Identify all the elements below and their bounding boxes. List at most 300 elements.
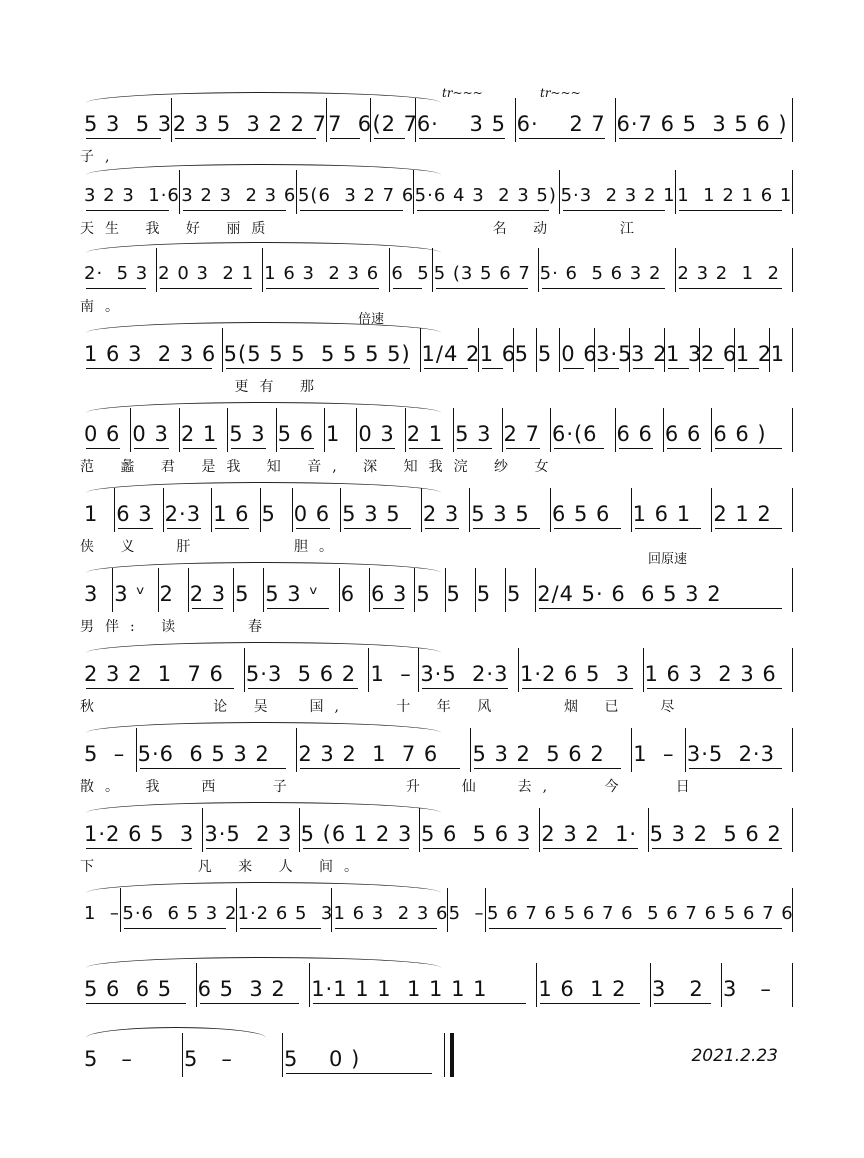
measure: 1 6 3 2 3 6 <box>264 263 380 284</box>
bar-line <box>792 248 793 292</box>
bar-line <box>792 488 793 532</box>
bar-line <box>470 728 471 772</box>
beam-line <box>374 138 404 139</box>
beam-line <box>647 688 782 689</box>
slur-arc <box>86 1027 266 1038</box>
bar-line <box>518 648 519 692</box>
bar-line <box>650 963 651 1007</box>
measure: 1 2 <box>735 342 773 366</box>
bar-line <box>299 808 300 852</box>
beam-line <box>86 288 146 289</box>
measure: 5 (3 5 6 7 <box>433 263 531 284</box>
bar-line <box>594 328 595 372</box>
score-date: 2021.2.23 <box>691 1046 778 1066</box>
tempo-mark: 倍速 <box>358 312 385 327</box>
slur-arc <box>86 242 441 253</box>
beam-line <box>679 288 782 289</box>
lyrics-line: 侠 义 肝 胆。 <box>80 539 345 555</box>
bar-line <box>550 408 551 452</box>
beam-line <box>335 928 436 929</box>
measure: 2 3 2 1 7 6 <box>84 662 224 686</box>
measure: 1 6 1 <box>632 502 692 526</box>
beam-line <box>266 288 379 289</box>
beam-line <box>240 928 322 929</box>
beam-line <box>474 768 621 769</box>
measure: 5·3 2 3 2 1 <box>560 185 676 206</box>
measure: 5 <box>261 502 276 526</box>
measure: 5 – <box>84 1047 133 1071</box>
bar-line <box>420 328 421 372</box>
lyrics-line: 秋 论 吴 国, 十 年 风 烟 已 尽 <box>80 699 686 715</box>
measure: 2 7 <box>503 422 540 446</box>
measure: 5 <box>416 582 431 606</box>
measure: 6· 2 7 <box>516 112 606 136</box>
beam-line <box>231 448 265 449</box>
bar-line <box>675 248 676 292</box>
measure: 2 1 <box>180 422 218 446</box>
bar-line <box>233 568 234 612</box>
measure: 6 <box>340 582 356 606</box>
bar-line <box>171 98 172 142</box>
notes-staff <box>0 494 864 534</box>
bar-line <box>419 808 420 852</box>
measure: 3 2 3 1·6 <box>84 185 180 206</box>
beam-line <box>206 848 288 849</box>
bar-line <box>792 568 793 612</box>
bar-line <box>136 728 137 772</box>
beam-line <box>409 448 443 449</box>
bar-line <box>432 248 433 292</box>
measure: 2· 5 3 <box>84 263 149 284</box>
bar-line <box>792 808 793 852</box>
beam-line <box>436 288 528 289</box>
notes-staff <box>0 654 864 694</box>
measure: 3·5 2·3 <box>420 662 509 686</box>
beam-line <box>226 368 410 369</box>
measure: 0 6 <box>84 422 121 446</box>
bar-line <box>478 328 479 372</box>
beam-line <box>540 1003 640 1004</box>
measure: 5 3 <box>229 422 266 446</box>
bar-line <box>112 568 113 612</box>
slur-arc <box>86 164 441 175</box>
bar-line <box>469 488 470 532</box>
beam-line <box>86 848 192 849</box>
beam-line <box>424 368 468 369</box>
measure: 1 6 3 2 3 6 <box>644 662 777 686</box>
measure: 5·3 5 6 2 <box>245 662 357 686</box>
bar-line <box>340 488 341 532</box>
measure: 5·6 6 5 3 2 <box>137 742 270 766</box>
slur-arc <box>86 722 441 733</box>
beam-line <box>300 210 403 211</box>
lyrics-line: 下 凡 来 人 间。 <box>80 859 370 875</box>
beam-line <box>457 448 491 449</box>
beam-line <box>134 448 168 449</box>
measure: 6 5 6 <box>551 502 611 526</box>
beam-line <box>183 448 217 449</box>
measure: 2 3 <box>189 582 227 606</box>
bar-line <box>163 488 164 532</box>
measure: 2 0 3 2 1 <box>158 263 255 284</box>
beam-line <box>539 608 782 609</box>
measure: 2 1 <box>406 422 444 446</box>
slur-arc <box>86 802 441 813</box>
beam-line <box>619 138 783 139</box>
bar-line <box>236 888 237 932</box>
bar-line <box>282 1033 283 1077</box>
measure: 2 3 2 1 7 6 <box>298 742 439 766</box>
beam-line <box>635 528 702 529</box>
bar-line <box>196 963 197 1007</box>
measure: 6 6 ) <box>713 422 767 446</box>
measure: (2 7 <box>372 112 419 136</box>
measure: 5 0 ) <box>284 1047 361 1071</box>
bar-line <box>276 408 277 452</box>
measure: 5(5 5 5 5 5 5 5) <box>223 342 411 366</box>
bar-line <box>414 568 415 612</box>
lyrics-line: 天生 我 好 丽质 名 动 江 <box>80 221 645 237</box>
beam-line <box>248 688 359 689</box>
beam-line <box>175 138 316 139</box>
notes-staff <box>0 334 864 374</box>
measure: 2 3 2 1· <box>541 822 638 846</box>
final-bar-thick <box>450 1033 454 1077</box>
slur-arc <box>86 402 441 413</box>
bar-line <box>648 808 649 852</box>
bar-line <box>179 170 180 214</box>
measure: 1·2 6 5 3 <box>237 903 334 924</box>
bar-line <box>734 328 735 372</box>
bar-line <box>535 568 536 612</box>
bar-line <box>453 408 454 452</box>
measure: 6· 3 5 <box>416 112 506 136</box>
bar-line <box>792 98 793 142</box>
measure: 5 – <box>184 1047 233 1071</box>
beam-line <box>86 368 212 369</box>
bar-line <box>792 963 793 1007</box>
measure: 7 6 <box>328 112 373 136</box>
measure: 1 1 2 1 6 1 <box>677 185 793 206</box>
bar-line <box>721 963 722 1007</box>
measure: 5·6 6 5 3 2 <box>122 903 238 924</box>
measure: 1·2 6 5 3 <box>84 822 195 846</box>
bar-line <box>227 408 228 452</box>
measure: 5 6 <box>277 422 315 446</box>
bar-line <box>485 888 486 932</box>
measure: 5 3 5 <box>471 502 530 526</box>
lyrics-line: 更有 那 <box>80 379 325 395</box>
bar-line <box>296 728 297 772</box>
measure: 5 3 2 5 6 2 <box>472 742 605 766</box>
bar-line <box>130 408 131 452</box>
measure: 6·(6 <box>551 422 598 446</box>
beam-line <box>654 1003 711 1004</box>
bar-line <box>222 328 223 372</box>
bar-line <box>202 808 203 852</box>
bar-line <box>447 888 448 932</box>
beam-line <box>313 1003 526 1004</box>
beam-line <box>118 528 152 529</box>
measure: 1 – <box>633 742 675 766</box>
notes-staff <box>0 176 864 216</box>
beam-line <box>522 688 633 689</box>
beam-line <box>554 448 605 449</box>
measure: 3·5 2·3 <box>686 742 775 766</box>
bar-line <box>615 408 616 452</box>
measure: 6 6 <box>616 422 653 446</box>
bar-line <box>244 648 245 692</box>
bar-line <box>158 568 159 612</box>
measure: 5 6 6 5 <box>84 977 173 1001</box>
beam-line <box>280 448 314 449</box>
beam-line <box>124 928 225 929</box>
measure: 6 5 3 2 <box>197 977 286 1001</box>
measure: 2 <box>159 582 174 606</box>
notes-staff <box>0 814 864 854</box>
bar-line <box>331 888 332 932</box>
bar-line <box>292 488 293 532</box>
measure: 1 <box>770 342 786 366</box>
bar-line <box>389 248 390 292</box>
lyrics-line: 范 蠡 君 是我 知 音, 深 知我浣 纱 女 <box>80 459 560 475</box>
measure: 5 3 5 <box>342 502 401 526</box>
measure: 1 6 1 2 <box>538 977 627 1001</box>
measure: 3·5 2 3 <box>204 822 293 846</box>
measure: 1 <box>326 422 341 446</box>
measure: 3 2 3 2 3 6 <box>181 185 297 206</box>
beam-line <box>373 608 404 609</box>
beam-line <box>360 448 394 449</box>
bar-line <box>615 98 616 142</box>
beam-line <box>167 528 201 529</box>
bar-line <box>211 488 212 532</box>
measure: 0 6 <box>561 342 598 366</box>
bar-line <box>413 170 414 214</box>
measure: 5 <box>506 582 522 606</box>
bar-line <box>792 648 793 692</box>
beam-line <box>482 368 503 369</box>
bar-line <box>368 648 369 692</box>
measure: 1 6 3 2 3 6 <box>84 342 217 366</box>
beam-line <box>192 608 223 609</box>
measure: 1 – <box>84 903 120 924</box>
notes-staff <box>0 734 864 774</box>
bar-line <box>538 248 539 292</box>
beam-line <box>506 448 540 449</box>
notes-staff <box>0 894 864 934</box>
bar-line <box>120 888 121 932</box>
bar-line <box>114 488 115 532</box>
tempo-mark: 回原速 <box>648 552 688 567</box>
measure: 5 3 2 5 6 2 <box>649 822 782 846</box>
beam-line <box>489 928 782 929</box>
measure: 2 6 <box>700 342 738 366</box>
bar-line <box>536 328 537 372</box>
measure: 1 <box>84 502 99 526</box>
bar-line <box>188 568 189 612</box>
beam-line <box>183 210 286 211</box>
notes-staff <box>0 574 864 614</box>
bar-line <box>550 488 551 532</box>
bar-line <box>664 328 665 372</box>
measure: 5 3 5 3 <box>84 112 173 136</box>
slur-arc <box>86 482 441 493</box>
beam-line <box>286 1073 432 1074</box>
measure: 6·7 6 5 3 5 6 ) <box>616 112 788 136</box>
measure: 1 – <box>370 662 412 686</box>
slur-arc <box>86 562 441 573</box>
beam-line <box>703 368 724 369</box>
notes-staff <box>0 254 864 294</box>
measure: 5·6 4 3 2 3 5) <box>414 185 557 206</box>
measure: 6 3 <box>116 502 153 526</box>
beam-line <box>267 608 329 609</box>
measure: 5 <box>446 582 461 606</box>
beam-line <box>140 768 287 769</box>
beam-line <box>303 848 409 849</box>
beam-line <box>86 138 161 139</box>
beam-line <box>473 528 540 529</box>
bar-line <box>445 568 446 612</box>
bar-line <box>324 408 325 452</box>
measure: 1 6 <box>479 342 517 366</box>
measure: 5· 6 5 6 3 2 <box>539 263 662 284</box>
beam-line <box>417 210 549 211</box>
measure: 1 6 3 2 3 6 <box>333 903 449 924</box>
beam-line <box>344 528 411 529</box>
beam-line <box>543 848 637 849</box>
measure: 3·5 <box>596 342 633 366</box>
bar-line <box>792 888 793 932</box>
bar-line <box>263 568 264 612</box>
lyrics-line: 散。 我 西 子 升 仙 去, 今 日 <box>80 779 701 795</box>
measure: 2 1 2 <box>713 502 772 526</box>
beam-line <box>652 848 782 849</box>
bar-line <box>326 98 327 142</box>
bar-line <box>418 648 419 692</box>
bar-line <box>502 408 503 452</box>
measure: 5(6 3 2 7 6 <box>297 185 415 206</box>
beam-line <box>598 368 619 369</box>
bar-line <box>339 568 340 612</box>
bar-line <box>536 963 537 1007</box>
bar-line <box>296 170 297 214</box>
measure: 5 6 7 6 5 6 7 6 5 6 7 6 5 6 7 6 <box>486 903 794 924</box>
notes-staff <box>0 414 864 454</box>
beam-line <box>425 528 459 529</box>
measure: 0 6 <box>293 502 331 526</box>
measure: 1/4 2 <box>421 342 481 366</box>
slur-arc <box>86 957 441 968</box>
measure: 1 3 <box>665 342 703 366</box>
beam-line <box>86 1003 186 1004</box>
bar-line <box>792 170 793 214</box>
measure: 0 3 <box>358 422 395 446</box>
measure: 3 2 <box>652 977 704 1001</box>
measure: 6 5 <box>391 263 430 284</box>
beam-line <box>563 210 666 211</box>
bar-line <box>309 963 310 1007</box>
measure: 5 <box>537 342 553 366</box>
beam-line <box>554 528 621 529</box>
bar-line <box>792 728 793 772</box>
measure: 2 3 <box>422 502 460 526</box>
measure: 3 – <box>723 977 772 1001</box>
bar-line <box>675 170 676 214</box>
bar-line <box>769 328 770 372</box>
bar-line <box>559 170 560 214</box>
beam-line <box>738 368 759 369</box>
beam-line <box>619 448 653 449</box>
slur-arc <box>86 92 441 103</box>
bar-line <box>559 328 560 372</box>
bar-line <box>643 648 644 692</box>
bar-line <box>792 408 793 452</box>
bar-line <box>711 408 712 452</box>
bar-line <box>475 568 476 612</box>
beam-line <box>215 528 249 529</box>
measure: 5 – <box>84 742 126 766</box>
bar-line <box>513 328 514 372</box>
notes-staff <box>0 969 864 1009</box>
beam-line <box>689 768 782 769</box>
bar-line <box>421 488 422 532</box>
measure: 5 (6 1 2 3 <box>300 822 413 846</box>
bar-line <box>415 98 416 142</box>
lyrics-line: 南。 <box>80 299 130 315</box>
bar-line <box>370 98 371 142</box>
measure: 1·1 1 1 1 1 1 1 <box>311 977 488 1001</box>
beam-line <box>296 528 330 529</box>
beam-line <box>633 368 654 369</box>
measure: 6 3 <box>371 582 408 606</box>
measure: 5 6 5 6 3 <box>420 822 532 846</box>
bar-line <box>711 488 712 532</box>
final-bar-thin <box>444 1033 445 1077</box>
measure: 5 <box>235 582 250 606</box>
bar-line <box>539 808 540 852</box>
measure: 2·3 <box>164 502 202 526</box>
measure: 2 3 2 1 2 <box>677 263 781 284</box>
trill-mark: tr~~~ <box>442 86 483 100</box>
beam-line <box>423 848 529 849</box>
slur-arc <box>86 322 441 333</box>
bar-line <box>405 408 406 452</box>
bar-line <box>156 248 157 292</box>
measure: 5 <box>476 582 492 606</box>
bar-line <box>663 408 664 452</box>
beam-line <box>668 368 689 369</box>
notes-staff <box>0 104 864 144</box>
beam-line <box>160 288 252 289</box>
bar-line <box>260 488 261 532</box>
beam-line <box>563 368 584 369</box>
lyrics-line: 男伴: 读 春 <box>80 619 273 635</box>
beam-line <box>679 210 782 211</box>
measure: 3 2 <box>631 342 668 366</box>
measure: 1 6 <box>213 502 250 526</box>
bar-line <box>792 328 793 372</box>
beam-line <box>422 688 508 689</box>
bar-line <box>505 568 506 612</box>
beam-line <box>519 138 605 139</box>
beam-line <box>715 528 782 529</box>
beam-line <box>667 448 701 449</box>
measure: 6 6 <box>664 422 702 446</box>
measure: 5 <box>514 342 530 366</box>
measure: 2 3 5 3 2 2 7 <box>172 112 328 136</box>
